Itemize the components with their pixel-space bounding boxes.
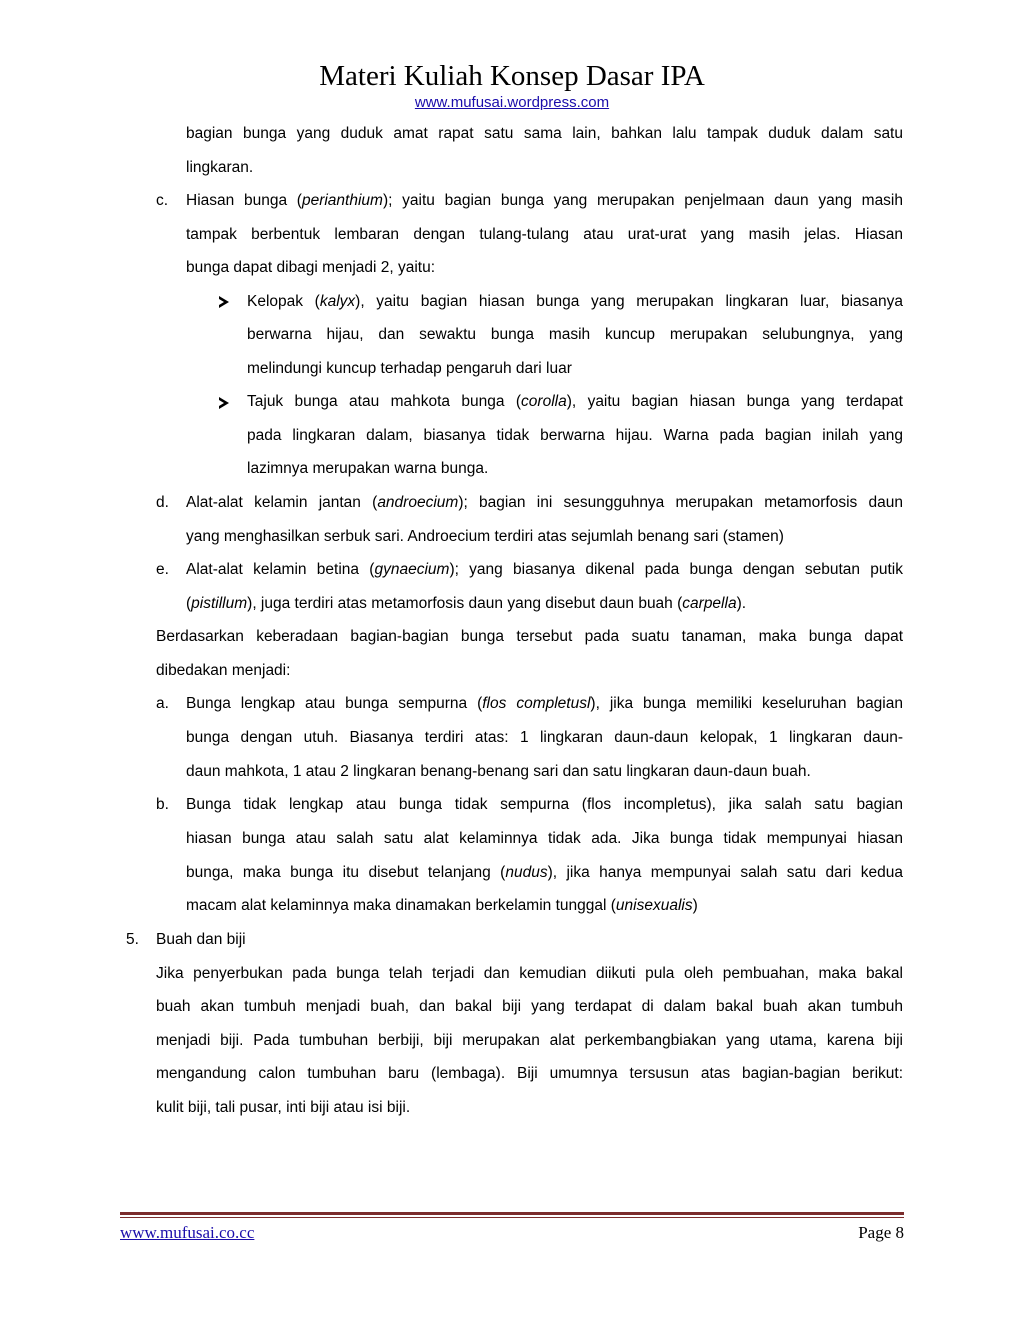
- list-item-b-line: bunga, maka bunga itu disebut telanjang (nudus), jika hanya mempunyai salah satu dari kedua: [186, 864, 903, 881]
- list-marker-a: a.: [156, 695, 169, 712]
- bullet-item-tajuk-line: pada lingkaran dalam, biasanya tidak berwarna hijau. Warna pada bagian inilah yang: [247, 427, 903, 444]
- list-item-c-line: Hiasan bunga (perianthium); yaitu bagian bunga yang merupakan penjelmaan daun yang masih: [186, 192, 903, 209]
- bullet-item-tajuk-line: lazimnya merupakan warna bunga.: [247, 460, 489, 477]
- footer-divider: [120, 1217, 904, 1218]
- list-item-e-line: Alat-alat kelamin betina (gynaecium); yang biasanya dikenal pada bunga dengan sebutan putik: [186, 561, 903, 578]
- bullet-item-kelopak-line: Kelopak (kalyx), yaitu bagian hiasan bunga yang merupakan lingkaran luar, biasanya: [247, 293, 903, 310]
- footer-divider: [120, 1212, 904, 1215]
- footer-url-link[interactable]: www.mufusai.co.cc: [120, 1223, 255, 1242]
- list-marker-e: e.: [156, 561, 169, 578]
- body-line: kulit biji, tali pusar, inti biji atau isi biji.: [156, 1099, 411, 1116]
- list-marker-b: b.: [156, 796, 169, 813]
- list-item-a-line: bunga dengan utuh. Biasanya terdiri atas: 1 lingkaran daun-daun kelopak, 1 lingkaran daun-: [186, 729, 903, 746]
- list-item-b-line: macam alat kelaminnya maka dinamakan berkelamin tunggal (unisexualis): [186, 897, 698, 914]
- body-line: Berdasarkan keberadaan bagian-bagian bunga tersebut pada suatu tanaman, maka bunga dapat: [156, 628, 903, 645]
- bullet-item-kelopak-line: berwarna hijau, dan sewaktu bunga masih kuncup merupakan selubungnya, yang: [247, 326, 903, 343]
- list-item-a-line: daun mahkota, 1 atau 2 lingkaran benang-benang sari dan satu lingkaran daun-daun buah.: [186, 763, 811, 780]
- list-item-d-line: yang menghasilkan serbuk sari. Androecium terdiri atas sejumlah benang sari (stamen): [186, 528, 784, 545]
- body-line: mengandung calon tumbuhan baru (lembaga). Biji umumnya tersusun atas bagian-bagian berikut:: [156, 1065, 903, 1082]
- bullet-item-kelopak-line: melindungi kuncup terhadap pengaruh dari luar: [247, 360, 572, 377]
- page-header: [0, 58, 1024, 112]
- body-line: bagian bunga yang duduk amat rapat satu sama lain, bahkan lalu tampak duduk dalam satu: [186, 125, 903, 142]
- section-number-5: 5.: [126, 931, 139, 948]
- list-item-b-line: hiasan bunga atau salah satu alat kelaminnya tidak ada. Jika bunga tidak mempunyai hiasan: [186, 830, 903, 847]
- body-line: menjadi biji. Pada tumbuhan berbiji, biji merupakan alat perkembangbiakan yang utama, karena biji: [156, 1032, 903, 1049]
- header-url-link[interactable]: www.mufusai.wordpress.com: [414, 94, 610, 111]
- arrow-bullet-icon: [219, 296, 229, 308]
- body-line: Jika penyerbukan pada bunga telah terjadi dan kemudian diikuti pula oleh pembuahan, maka bakal: [156, 965, 903, 982]
- list-item-d-line: Alat-alat kelamin jantan (androecium); bagian ini sesungguhnya merupakan metamorfosis daun: [186, 494, 903, 511]
- body-line: lingkaran.: [186, 159, 254, 176]
- section-heading: Buah dan biji: [156, 931, 246, 948]
- list-item-c-line: tampak berbentuk lembaran dengan tulang-tulang atau urat-urat yang masih jelas. Hiasan: [186, 226, 903, 243]
- document-title: Materi Kuliah Konsep Dasar IPA: [319, 60, 705, 92]
- list-item-b-line: Bunga tidak lengkap atau bunga tidak sempurna (flos incompletus), jika salah satu bagian: [186, 796, 903, 813]
- list-item-e-line: (pistillum), juga terdiri atas metamorfosis daun yang disebut daun buah (carpella).: [186, 595, 747, 612]
- list-item-c-line: bunga dapat dibagi menjadi 2, yaitu:: [186, 259, 436, 276]
- list-marker-d: d.: [156, 494, 169, 511]
- list-marker-c: c.: [156, 192, 169, 209]
- arrow-bullet-icon: [219, 397, 229, 409]
- list-item-a-line: Bunga lengkap atau bunga sempurna (flos completusl), jika bunga memiliki keseluruhan bagian: [186, 695, 903, 712]
- bullet-item-tajuk-line: Tajuk bunga atau mahkota bunga (corolla), yaitu bagian hiasan bunga yang terdapat: [247, 393, 903, 410]
- body-line: dibedakan menjadi:: [156, 662, 291, 679]
- body-line: buah akan tumbuh menjadi buah, dan bakal biji yang terdapat di dalam bakal buah akan tumbuh: [156, 998, 903, 1015]
- page-number: Page 8: [858, 1223, 904, 1242]
